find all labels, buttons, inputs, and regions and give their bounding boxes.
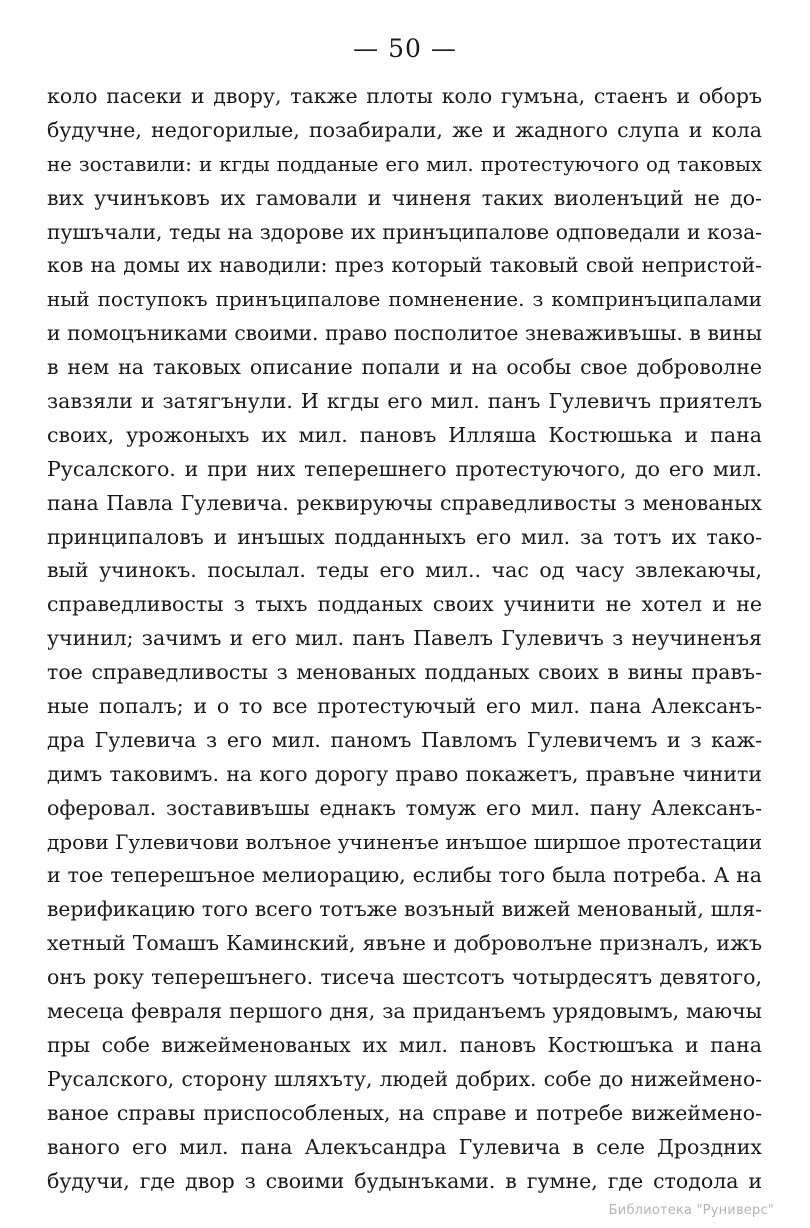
text-line: вый учинокъ. посылал. теды его мил.. час од часу звлекаючы, [47, 558, 762, 583]
text-line: и помоцъниками своими. право посполитое зневаживъшы. в вины [47, 321, 762, 346]
text-line: дра Гулевича з его мил. паномъ Павломъ Гулевичемъ и з каж- [47, 727, 762, 752]
page-number: — 50 — [353, 34, 457, 63]
text-line: в нем на таковых описание попали и на особы свое доброволне [47, 355, 762, 380]
text-line: ваное справы приспособленых, на справе и потребе вижеймено- [47, 1100, 762, 1125]
text-line: пры собе вижейменованых их мил. пановъ Костюшъка и пана [47, 1032, 762, 1057]
text-line: ный поступокъ принъципалове помненение. з компринъципалами [47, 287, 762, 312]
text-line: коло пасеки и двору, также плоты коло гумъна, стаенъ и оборъ [47, 84, 762, 108]
text-line: ные попалъ; и о то все протестуючый его мил. пана Алексанъ- [47, 694, 762, 719]
text-body [47, 80, 762, 1198]
text-line: вих учинъковъ их гамовали и чиненя таких виоленъций не до- [47, 185, 762, 210]
text-line: своих, урожоныхъ их мил. пановъ Илляша Костюшька и пана [47, 422, 762, 447]
text-line: пушъчали, теды на здорове их принъципалове одповедали и коза- [47, 219, 762, 244]
text-line: учинил; зачимъ и его мил. панъ Павелъ Гулевичъ з неучиненъя [47, 626, 762, 651]
text-line: Русалского, сторону шляхъту, людей добрих. собе до нижеймено- [47, 1066, 762, 1091]
text-line: и тое теперешъное мелиорацию, еслибы того была потреба. А на [47, 863, 762, 888]
text-line: справедливосты з тыхъ подданых своих учинити не хотел и не [47, 592, 762, 617]
text-line: будучи, где двор з своими будынъками. в гумне, где стодола и [47, 1168, 762, 1193]
text-line: ков на домы их наводили: през который таковый свой непристой- [47, 253, 762, 278]
text-line: тое справедливосты з менованых подданых своих в вины правъ- [47, 660, 762, 685]
text-line: верификацию того всего тотъже возъный вижей менованый, шля- [47, 897, 762, 922]
text-line: Русалского. и при них теперешнего протестуючого, до его мил. [47, 456, 762, 481]
text-line: не зоставили: и кгды подданые его мил. протестуючого од таковых [47, 152, 762, 176]
text-line: месеца февраля першого дня, за приданъемъ урядовымъ, маючы [47, 999, 762, 1024]
text-line: оферовал. зоставивъшы еднакъ томуж его мил. пану Алексанъ- [47, 795, 762, 820]
text-line: будучне, недогорилые, позабирали, же и жадного слупа и кола [47, 117, 762, 142]
text-line: онъ року теперешънего. тисеча шестсотъ чотырдесятъ девятого, [47, 965, 762, 990]
watermark: Библиотека "Руниверс" [608, 1203, 774, 1218]
text-line: дрови Гулевичови волъное учиненъе инъшое ширшое протестации [47, 829, 762, 854]
text-line: пана Павла Гулевича. реквируючы справедливосты з менованых [47, 490, 762, 515]
text-line: димъ таковимъ. на кого дорогу право покажетъ, правъне чинити [47, 761, 762, 786]
text-line: хетный Томашъ Каминский, явъне и доброволъне призналъ, ижъ [47, 931, 762, 956]
text-line: принципаловъ и инъшых подданныхъ его мил. за тотъ их тако- [47, 524, 762, 549]
text-line: ваного его мил. пана Алекъсандра Гулевича в селе Дроздних [47, 1134, 762, 1159]
text-line: завзяли и затягънули. И кгды его мил. панъ Гулевичъ приятелъ [47, 389, 762, 414]
